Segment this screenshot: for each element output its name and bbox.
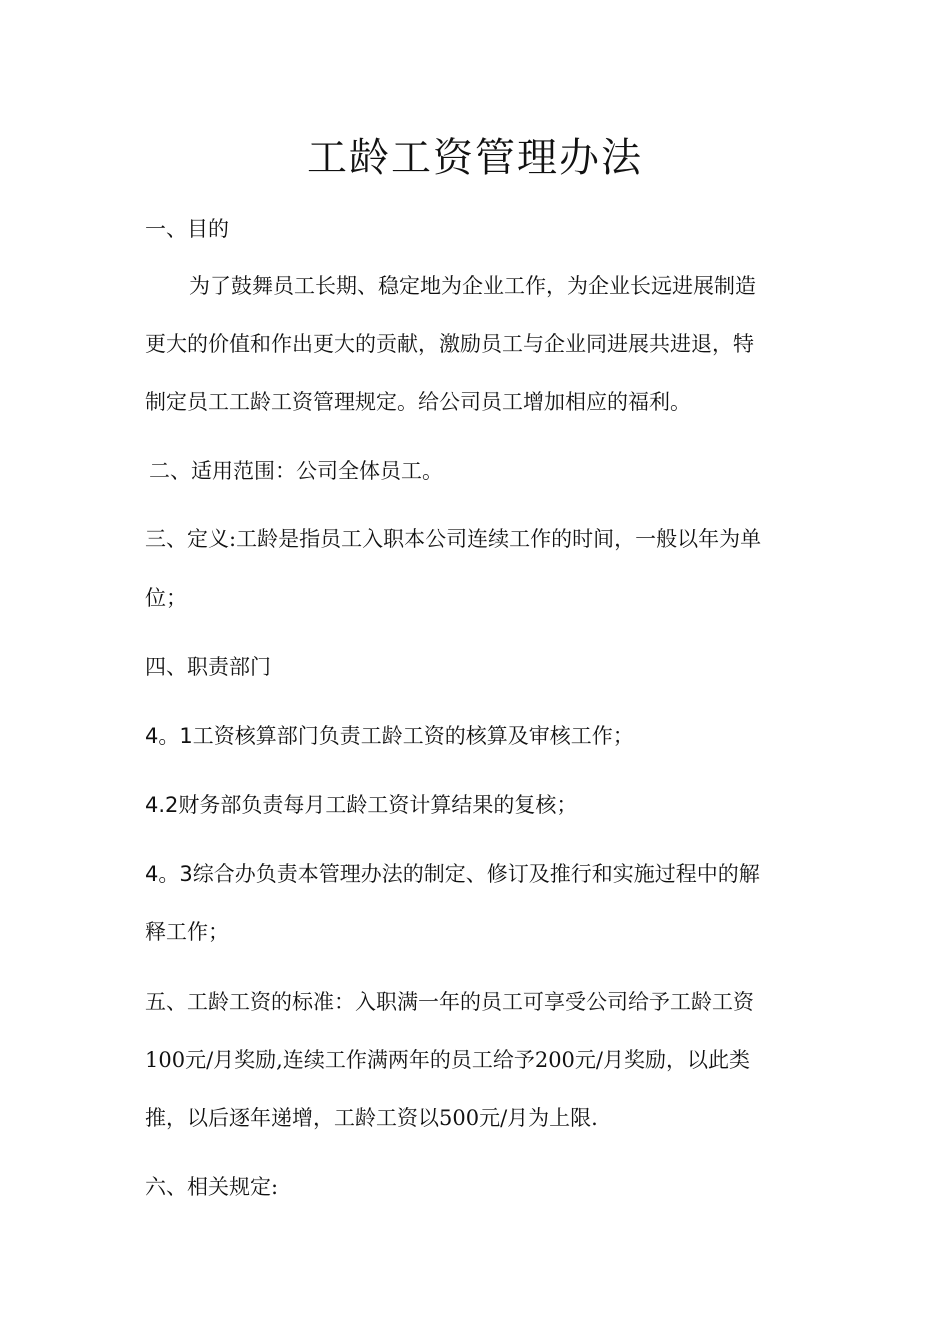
section-5-line-2: 100元/月奖励,连续工作满两年的员工给予200元/月奖励，以此类 bbox=[145, 1048, 750, 1072]
document-title: 工龄工资管理办法 bbox=[307, 135, 643, 181]
section-4-item-3-number: 4。3 bbox=[145, 862, 193, 886]
section-4-item-1 bbox=[145, 721, 634, 751]
section-1-paragraph-line-2 bbox=[145, 329, 754, 359]
section-4-item-3 bbox=[145, 859, 760, 889]
section-5-line-3: 推，以后逐年递增，工龄工资以500元/月为上限. bbox=[145, 1106, 598, 1130]
section-4-item-2-text: 财务部负责每月工龄工资计算结果的复核； bbox=[178, 793, 578, 817]
section-1-paragraph-line-1: 为了鼓舞员工长期、稳定地为企业工作，为企业长远进展制造 bbox=[189, 274, 756, 298]
section-1-paragraph-line-3-part-a: 制定员工工龄工资管理规定。 bbox=[145, 390, 418, 414]
section-4-item-3-line-2: 释工作； bbox=[145, 920, 229, 944]
section-5-line-1: 五、工龄工资的标准：入职满一年的员工可享受公司给予工龄工资 bbox=[145, 990, 754, 1014]
section-1-paragraph-line-2-part-b: 共进退， bbox=[649, 332, 733, 356]
section-4-item-3-text: 综合办负责本管理办法的制定、修订及推行和实施过程中的解 bbox=[192, 862, 760, 886]
section-1-paragraph-line-3 bbox=[145, 387, 691, 417]
section-4-item-2-number: 4.2 bbox=[145, 793, 179, 817]
section-1-heading: 一、目的 bbox=[145, 217, 229, 241]
section-4-item-1-number: 4。1 bbox=[145, 724, 193, 748]
section-4-item-2 bbox=[145, 790, 577, 820]
section-1-paragraph-line-2-part-a: 更大的价值和作出更大的贡献，激励员工与企业同进展 bbox=[145, 332, 649, 356]
section-3-line-2: 位； bbox=[145, 586, 187, 610]
section-1-paragraph-line-2-part-c: 特 bbox=[733, 332, 754, 356]
section-4-heading: 四、职责部门 bbox=[145, 655, 271, 679]
section-2-line: 二、适用范围：公司全体员工。 bbox=[149, 459, 443, 483]
section-4-item-1-text: 工资核算部门负责工龄工资的核算及审核工作； bbox=[192, 724, 634, 748]
section-6-heading: 六、相关规定: bbox=[145, 1175, 279, 1199]
section-1-paragraph-line-3-part-b: 给公司员工增加相应的福利。 bbox=[418, 390, 691, 414]
section-3-line-1: 三、定义:工龄是指员工入职本公司连续工作的时间，一般以年为单 bbox=[145, 527, 762, 551]
